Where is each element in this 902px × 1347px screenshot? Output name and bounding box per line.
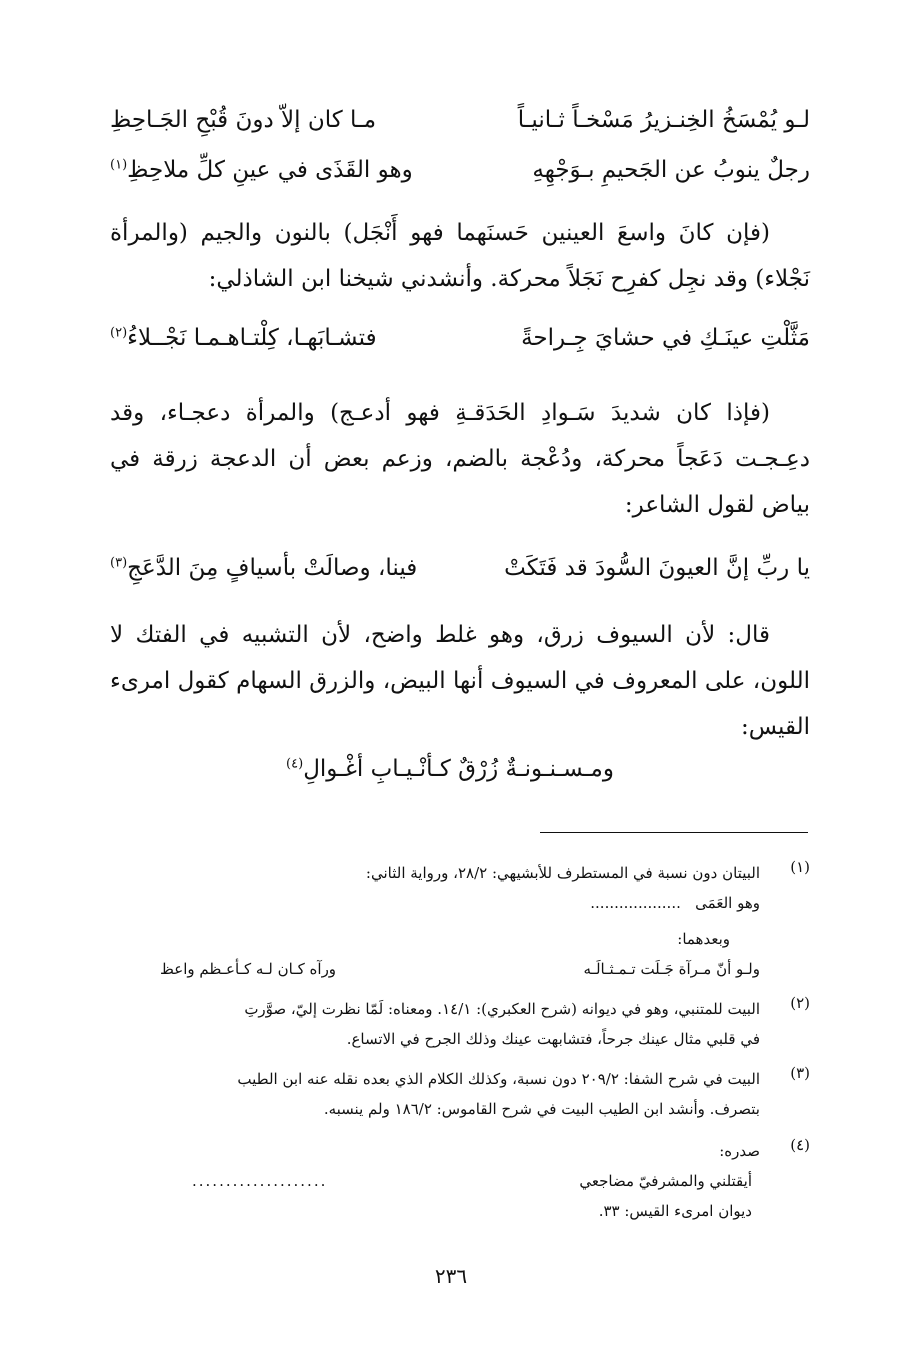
footnote-separator [540,832,808,833]
verse-4-second-hemistich [110,555,417,581]
footnote-1-verse [160,954,760,984]
page-number: ٢٣٦ [434,1264,468,1288]
verse-3-second-text: فتشـابَهـا، كِلْتـاهـمـا نَجْــلاءُ [127,325,377,351]
footnote-3-number: (٣) [790,1064,810,1082]
footnote-2-line-1: البيت للمتنبي، وهو في ديوانه (شرح العكبري): ١٤/١. ومعناه: لَمّا نظرت إليّ، صوَّرتِ [244,1000,760,1018]
footnote-1-number: (١) [790,858,810,876]
paragraph-1 [110,210,810,302]
footnote-1 [110,858,810,984]
paragraph-3 [110,612,810,750]
verse-4-second-text: فينا، وصالَتْ بأسيافٍ مِنَ الدَّعَجِ [127,555,418,581]
footnote-4-source: ديوان امرىء القيس: ٣٣. [598,1202,752,1220]
footnote-4 [110,1136,810,1226]
footnote-3 [110,1064,810,1124]
verse-2-second-text: وهو القَذَى في عينِ كلِّ ملاحِظِ [127,157,413,183]
footnote-1-intro: وبعدهما: [677,930,730,948]
paragraph-1-text: (فإن كانَ واسعَ العينين حَسنَهما فهو أَنْجَل) بالنون والجيم (والمرأة نَجْلاء) وقد نجِل كفرِح نَجَلاً محركة. وأنشدني شيخنا ابن الشاذلي: [110,220,810,292]
footnote-3-line-1: البيت في شرح الشفا: ٢٠٩/٢ دون نسبة، وكذلك الكلام الذي بعده نقله عنه ابن الطيب [237,1070,760,1088]
verse-3 [110,318,810,358]
verse-1-second-hemistich: مـا كان إلاّ دونَ قُبْحِ الجَـاحِظِ [110,107,377,133]
footnote-1-variant-text: وهو العَمَى [695,894,760,912]
verse-4-first-hemistich: يا ربِّ إنَّ العيونَ السُّودَ قد فَتَكَتْ [504,555,810,581]
footnote-2-number: (٢) [790,994,810,1012]
footnote-2 [110,994,810,1054]
verse-1 [110,100,810,140]
footnote-4-verse-text: أيقتلني والمشرفيّ مضاجعي [579,1172,752,1190]
footnote-ref-1: (١) [110,157,128,173]
footnote-ref-3: (٣) [110,555,128,571]
footnote-3-line-2: بتصرف. وأنشد ابن الطيب البيت في شرح القاموس: ١٨٦/٢ ولم ينسبه. [323,1100,760,1118]
verse-3-second-hemistich [110,325,377,351]
paragraph-3-text: قال: لأن السيوف زرق، وهو غلط واضح، لأن التشبيه في الفتك لا اللون، على المعروف في السيوف أنها البيض، والزرق السهام كقول امرىء القيس: [110,622,810,740]
footnote-4-label: صدره: [719,1142,760,1160]
paragraph-2 [110,390,810,528]
footnote-1-ellipsis: ................... [590,894,681,912]
paragraph-2-text: (فإذا كان شديدَ سَـوادِ الحَدَقـةِ فهو أدعـج) والمرأة دعجـاء، وقد دعِـجـت دَعَجاً محركة، ودُعْجة بالضم، وزعم بعض أن الدعجة زرقة في بياض لقول الشاعر: [110,400,810,518]
footnote-ref-2: (٢) [110,325,128,341]
footnote-1-verse-second: ورآه كـان لـه كـأعـظم واعظ [160,960,337,978]
footnote-4-verse [192,1166,752,1196]
footnote-1-verse-first: ولـو أنّ مـرآة جَـلَت تـمـثـالَـه [583,960,760,978]
verse-1-first-hemistich: لـو يُمْسَخُ الخِنـزيرُ مَسْخـاً ثـانيـاً [517,107,810,133]
verse-5 [200,756,700,782]
footnote-2-line-2: في قلبي مثال عينك جرحاً، فتشابهت عينك وذلك الجرح في الاتساع. [346,1030,760,1048]
verse-2-first-hemistich: رجلٌ ينوبُ عن الجَحيمِ بـوَجْهِهِ [532,157,810,183]
footnote-4-ellipsis: .................... [192,1172,328,1190]
verse-4 [110,548,810,588]
verse-5-text: ومـسـنـونـةٌ زُرْقٌ كـأنْـيـابِ أغْـوالِ [303,756,614,782]
verse-3-first-hemistich: مَثَّلْتِ عينَـكِ في حشايَ جِـراحةً [521,325,810,351]
verse-2-second-hemistich [110,157,413,183]
footnote-4-number: (٤) [790,1136,810,1154]
footnote-1-line-1: البيتان دون نسبة في المستطرف للأبشيهي: ٢٨/٢، ورواية الثاني: [365,864,760,882]
footnote-1-line-2 [110,888,760,918]
verse-2 [110,150,810,190]
footnote-ref-4: (٤) [286,756,304,772]
